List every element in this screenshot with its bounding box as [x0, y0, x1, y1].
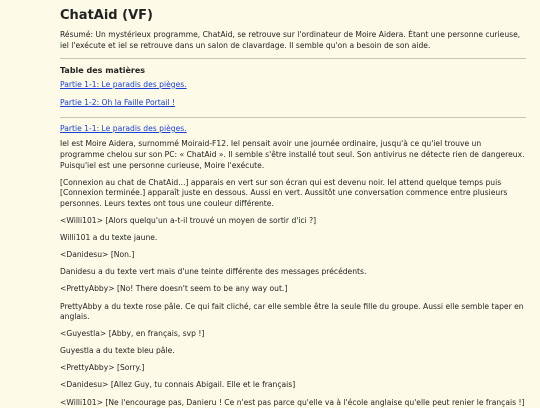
chat-line: <Danidesu> [Allez Guy, tu connais Abigail. Elle et le français] [60, 380, 296, 390]
toc-link-part-1-2[interactable]: Partie 1-2: Oh la Faille Portail ! [60, 98, 176, 108]
story-title: ChatAid (VF) [60, 8, 153, 23]
divider [60, 58, 526, 59]
chat-line: <Guyestla> [Abby, en français, svp !] [60, 329, 205, 339]
toc-link-part-1-1[interactable]: Partie 1-1: Le paradis des pièges. [60, 79, 187, 89]
chat-line: <PrettyAbby> [Sorry.] [60, 363, 145, 373]
story-paragraph: [Connexion au chat de ChatAid...] apparais en vert sur son écran qui est devenu noir. Iel attend quelque temps puis [Connexion terminée.] apparaît juste en dessous. Aussi en vert. Aussitôt une conversation commence entre plusieurs personnes. Leurs textes ont tous une couleur différente. [60, 177, 508, 208]
chat-line: <PrettyAbby> [No! There doesn't seem to be any way out.] [60, 284, 288, 294]
story-paragraph: Willi101 a du texte jaune. [60, 233, 158, 243]
story-summary: Résumé: Un mystérieux programme, ChatAid, se retrouve sur l'ordinateur de Moire Aidera. Étant une personne curieuse, iel l'exécute et iel se retrouve dans un salon de clavardage. Il semble qu'on a besoin de son aide. [60, 30, 521, 50]
story-paragraph: Guyestla a du texte bleu pâle. [60, 346, 175, 356]
chat-line: <Danidesu> [Non.] [60, 250, 135, 260]
story-body [60, 139, 526, 408]
story-paragraph: Iel est Moire Aidera, surnommé Moiraid-F12. Iel pensait avoir une journée ordinaire, jusqu'à ce qu'iel trouve un programme chelou sur son PC: « ChatAid ». Il semble s'être installé tout seul. Son antivirus ne détecte rien de dangereux. Puisqu'iel est une personne curieuse, Moire l'exécute. [60, 139, 525, 170]
chat-line: <Willi101> [Ne l'encourage pas, Danieru ! Ce n'est pas parce qu'elle va à l'école anglaise qu'elle peut renier le français !] [60, 397, 525, 407]
story-paragraph: PrettyAbby a du texte rose pâle. Ce qui fait cliché, car elle semble être la seule fille du groupe. Aussi elle semble taper en anglais. [60, 301, 524, 322]
table-of-contents [60, 80, 526, 109]
story-paragraph: Danidesu a du texte vert mais d'une teinte différente des messages précédents. [60, 267, 367, 277]
section-heading-link[interactable]: Partie 1-1: Le paradis des pièges. [60, 123, 187, 133]
toc-heading: Table des matières [60, 65, 146, 75]
divider [60, 117, 526, 118]
chat-line: <Willi101> [Alors quelqu'un a-t-il trouvé un moyen de sortir d'ici ?] [60, 216, 317, 226]
